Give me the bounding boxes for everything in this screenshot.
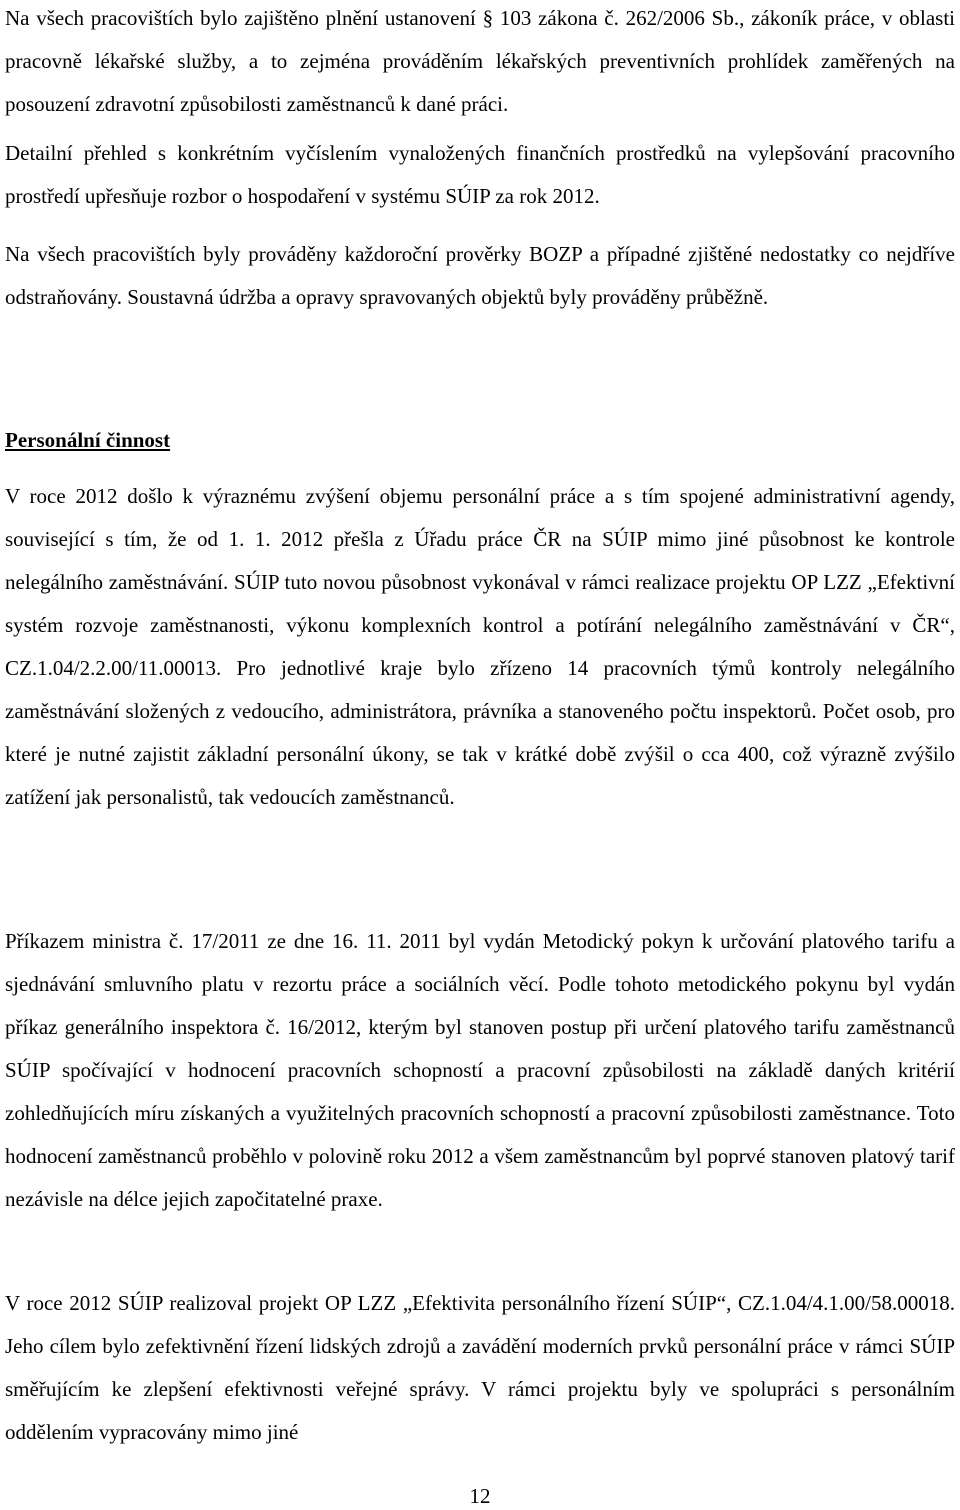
- page-number: 12: [469, 1484, 491, 1508]
- paragraph-financial-overview: Detailní přehled s konkrétním vyčíslením vynaložených finančních prostředků na vylepšování pracovního prostředí upřesňuje rozbor o hospodaření v systému SÚIP za rok 2012.: [5, 141, 955, 208]
- section-heading: Personální činnost: [5, 428, 171, 452]
- paragraph-personnel-workload: V roce 2012 došlo k výraznému zvýšení objemu personální práce a s tím spojené administrativní agendy, související s tím, že od 1. 1. 2012 přešla z Úřadu práce ČR na SÚIP mimo jiné působnost ke kontrole nelegálního zaměstnávání. SÚIP tuto novou působnost vykonával v rámci realizace projektu OP LZZ „Efektivní systém rozvoje zaměstnanosti, výkonu komplexních kontrol a potírání nelegálního zaměstnávání v ČR“, CZ.1.04/2.2.00/11.00013. Pro jednotlivé kraje bylo zřízeno 14 pracovních týmů kontroly nelegálního zaměstnávání složených z vedoucího, administrátora, právníka a stanoveného počtu inspektorů. Počet osob, pro které je nutné zajistit základní personální úkony, se tak v krátké době zvýšil o cca 400, což výrazně zvýšilo zatížení jak personalistů, tak vedoucích zaměstnanců.: [5, 484, 955, 809]
- paragraph-occupational-health: Na všech pracovištích bylo zajištěno plnění ustanovení § 103 zákona č. 262/2006 Sb., zákoník práce, v oblasti pracovně lékařské služby, a to zejména prováděním lékařských preventivních prohlídek zaměřených na posouzení zdravotní způsobilosti zaměstnanců k dané práci.: [5, 6, 955, 116]
- paragraph-bozp-inspections: Na všech pracovištích byly prováděny každoroční prověrky BOZP a případné zjištěné nedostatky co nejdříve odstraňovány. Soustavná údržba a opravy spravovaných objektů byly prováděny průběžně.: [5, 242, 955, 309]
- paragraph-hr-project: V roce 2012 SÚIP realizoval projekt OP LZZ „Efektivita personálního řízení SÚIP“, CZ.1.04/4.1.00/58.00018. Jeho cílem bylo zefektivnění řízení lidských zdrojů a zavádění moderních prvků personální práce v rámci SÚIP směřujícím ke zlepšení efektivnosti veřejné správy. V rámci projektu byly ve spolupráci s personálním oddělením vypracovány mimo jiné: [5, 1291, 955, 1444]
- paragraph-salary-methodology: Příkazem ministra č. 17/2011 ze dne 16. 11. 2011 byl vydán Metodický pokyn k určování platového tarifu a sjednávání smluvního platu v rezortu práce a sociálních věcí. Podle tohoto metodického pokynu byl vydán příkaz generálního inspektora č. 16/2012, kterým byl stanoven postup při určení platového tarifu zaměstnanců SÚIP spočívající v hodnocení pracovních schopností a pracovní způsobilosti na základě daných kritérií zohledňujících míru získaných a využitelných pracovních schopností a pracovní způsobilosti zaměstnance. Toto hodnocení zaměstnanců proběhlo v polovině roku 2012 a všem zaměstnancům byl poprvé stanoven platový tarif nezávisle na délce jejich započitatelné praxe.: [5, 929, 955, 1211]
